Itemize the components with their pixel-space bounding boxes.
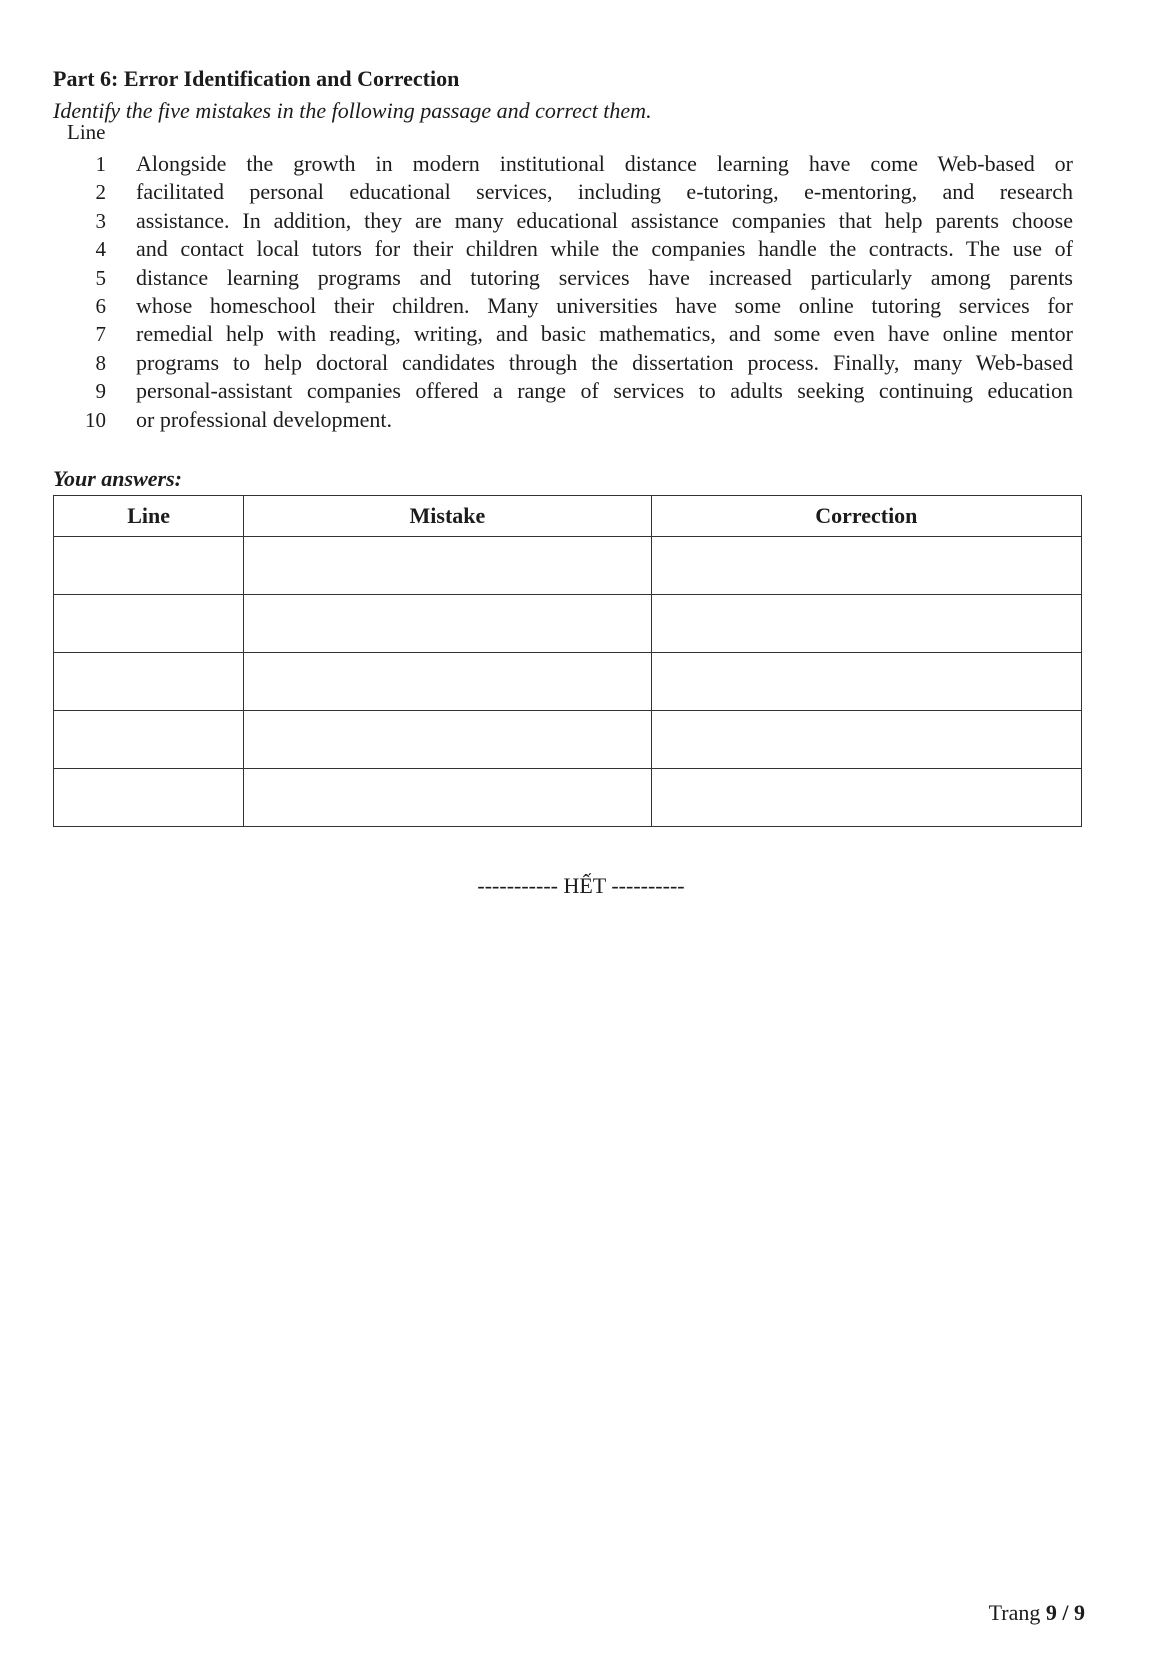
answers-label: Your answers: <box>53 466 182 491</box>
answer-correction-cell[interactable] <box>651 537 1081 595</box>
answer-correction-cell[interactable] <box>651 769 1081 827</box>
part-title: Part 6: Error Identification and Correction <box>53 66 460 91</box>
header-mistake: Mistake <box>244 496 651 537</box>
header-correction: Correction <box>651 496 1081 537</box>
line-text: Alongside the growth in modern institutional distance learning have come Web-based or <box>136 151 1073 176</box>
line-number: 3 <box>95 208 106 233</box>
passage <box>68 150 1073 434</box>
line-text: assistance. In addition, they are many educational assistance companies that help parents choose <box>136 207 1073 233</box>
line-text: personal-assistant companies offered a range of services to adults seeking continuing education <box>136 378 1073 404</box>
answer-line-cell[interactable] <box>54 595 244 653</box>
passage-line <box>68 207 1073 235</box>
answer-correction-cell[interactable] <box>651 711 1081 769</box>
answer-line-cell[interactable] <box>54 711 244 769</box>
line-text: facilitated personal educational services, including e-tutoring, e-mentoring, and research <box>136 179 1073 205</box>
line-text: whose homeschool their children. Many universities have some online tutoring services for <box>136 292 1073 318</box>
passage-line <box>68 150 1073 178</box>
answer-table-header <box>54 496 1082 537</box>
line-text: programs to help doctoral candidates through the dissertation process. Finally, many Web-based <box>136 349 1073 375</box>
line-number: 5 <box>95 265 106 290</box>
answer-correction-cell[interactable] <box>651 653 1081 711</box>
line-text: distance learning programs and tutoring services have increased particularly among parents <box>136 264 1073 290</box>
header-line: Line <box>54 496 244 537</box>
passage-line <box>68 292 1073 320</box>
passage-line <box>68 178 1073 206</box>
answer-mistake-cell[interactable] <box>244 769 651 827</box>
answer-table <box>53 495 1082 827</box>
answer-line-cell[interactable] <box>54 653 244 711</box>
answer-row <box>54 711 1082 769</box>
instruction-text: Identify the five mistakes in the following passage and correct them. <box>53 98 652 123</box>
line-number: 4 <box>95 237 106 262</box>
passage-line <box>68 235 1073 263</box>
answer-row <box>54 595 1082 653</box>
line-number: 1 <box>95 152 106 176</box>
line-column-header: Line <box>67 120 106 144</box>
answer-line-cell[interactable] <box>54 537 244 595</box>
answer-row <box>54 653 1082 711</box>
line-text: or professional development. <box>136 406 392 432</box>
line-number: 6 <box>95 293 106 318</box>
end-mark: ----------- HẾT ---------- <box>477 873 685 898</box>
passage-line <box>68 349 1073 377</box>
line-number: 10 <box>85 407 106 432</box>
line-number: 9 <box>95 379 106 404</box>
answer-mistake-cell[interactable] <box>244 711 651 769</box>
passage-line <box>68 377 1073 405</box>
line-text: remedial help with reading, writing, and basic mathematics, and some even have online mentor <box>136 321 1073 347</box>
page-number: 9 / 9 <box>1045 1600 1085 1625</box>
answer-line-cell[interactable] <box>54 769 244 827</box>
answer-correction-cell[interactable] <box>651 595 1081 653</box>
answer-row <box>54 537 1082 595</box>
answer-row <box>54 769 1082 827</box>
passage-line <box>68 264 1073 292</box>
page-label: Trang <box>988 1600 1041 1625</box>
line-number: 7 <box>95 322 106 347</box>
answer-mistake-cell[interactable] <box>244 537 651 595</box>
line-number: 8 <box>95 350 106 375</box>
passage-line <box>68 406 1073 434</box>
answer-mistake-cell[interactable] <box>244 653 651 711</box>
answer-mistake-cell[interactable] <box>244 595 651 653</box>
page-footer <box>989 1600 1085 1626</box>
line-number: 2 <box>95 180 106 205</box>
line-text: and contact local tutors for their children while the companies handle the contracts. The use of <box>136 236 1073 262</box>
passage-line <box>68 320 1073 348</box>
